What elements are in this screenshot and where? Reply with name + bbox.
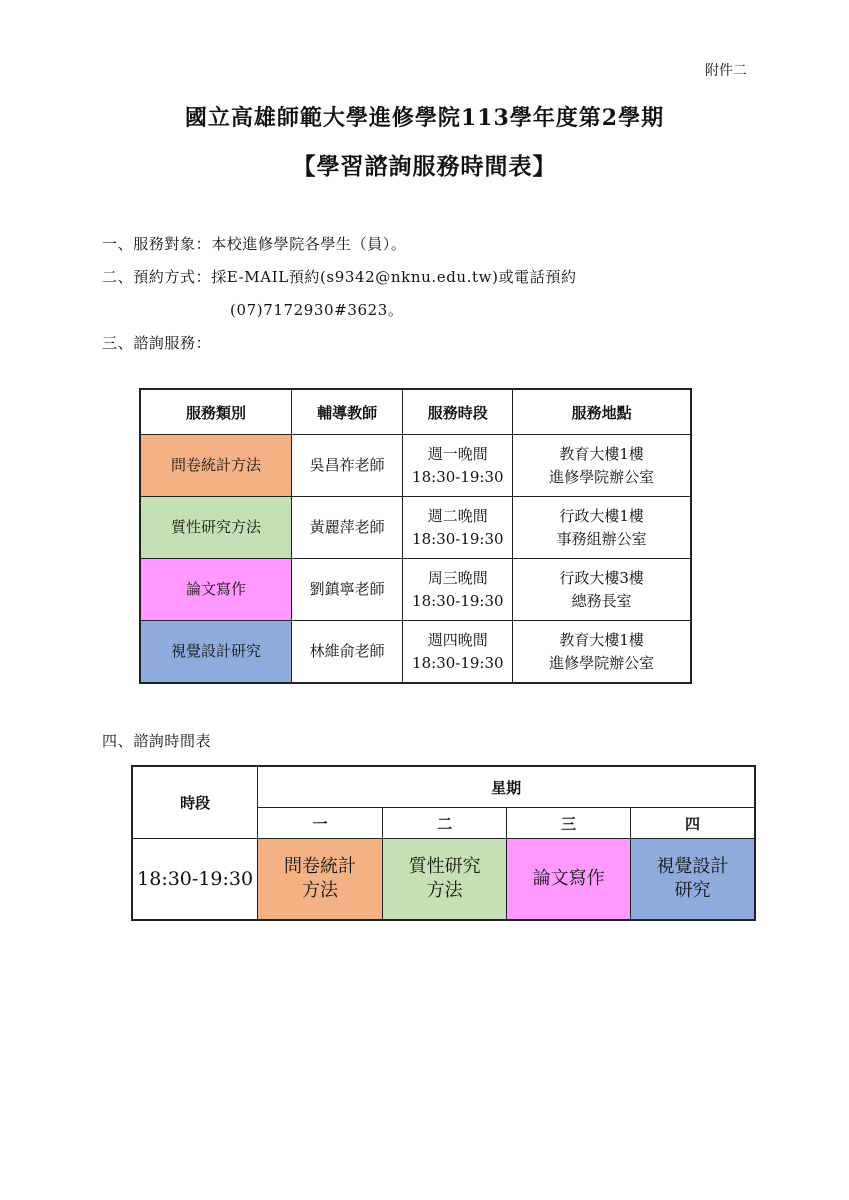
document-subtitle: 【學習諮詢服務時間表】 bbox=[292, 153, 557, 180]
location-building: 行政大樓3樓 bbox=[559, 568, 644, 587]
location-cell bbox=[513, 621, 691, 684]
time-range: 18:30-19:30 bbox=[412, 591, 504, 610]
period-header: 時段 bbox=[132, 766, 258, 839]
time-cell bbox=[403, 621, 513, 684]
annex-label: 附件二 bbox=[705, 63, 747, 79]
schedule-cell-text: 研究 bbox=[674, 880, 711, 901]
day-tuesday: 二 bbox=[382, 808, 507, 839]
schedule-cell-tuesday bbox=[382, 839, 507, 921]
schedule-heading: 四、諮詢時間表 bbox=[102, 732, 212, 750]
service-table bbox=[139, 388, 692, 684]
time-cell bbox=[403, 559, 513, 621]
document-title: 國立高雄師範大學進修學院113學年度第2學期 bbox=[184, 105, 665, 131]
time-cell bbox=[403, 435, 513, 497]
time-slot-cell: 18:30-19:30 bbox=[132, 839, 258, 921]
category-cell: 問卷統計方法 bbox=[140, 435, 291, 497]
time-day: 週二晚間 bbox=[427, 506, 488, 525]
service-target-item: 一、服務對象：本校進修學院各學生（員）。 bbox=[102, 235, 407, 253]
location-cell bbox=[513, 435, 691, 497]
teacher-cell: 劉鎮寧老師 bbox=[291, 559, 403, 621]
time-range: 18:30-19:30 bbox=[412, 467, 504, 486]
table-row bbox=[140, 559, 691, 621]
time-range: 18:30-19:30 bbox=[412, 653, 504, 672]
location-building: 行政大樓1樓 bbox=[559, 506, 644, 525]
week-header: 星期 bbox=[258, 766, 755, 808]
schedule-slot-row bbox=[132, 839, 755, 921]
table-row bbox=[140, 435, 691, 497]
location-office: 進修學院辦公室 bbox=[549, 653, 655, 672]
teacher-cell: 吳昌祚老師 bbox=[291, 435, 403, 497]
schedule-header-row bbox=[132, 766, 755, 808]
time-day: 周三晚間 bbox=[427, 568, 488, 587]
header-location: 服務地點 bbox=[513, 389, 691, 435]
location-office: 事務組辦公室 bbox=[556, 529, 647, 548]
category-cell: 論文寫作 bbox=[140, 559, 291, 621]
location-building: 教育大樓1樓 bbox=[559, 444, 644, 463]
schedule-table bbox=[131, 765, 756, 921]
schedule-cell-text: 質性研究 bbox=[408, 856, 481, 877]
location-cell bbox=[513, 559, 691, 621]
schedule-cell-text: 論文寫作 bbox=[532, 868, 605, 889]
category-cell: 視覺設計研究 bbox=[140, 621, 291, 684]
time-cell bbox=[403, 497, 513, 559]
schedule-cell-text: 方法 bbox=[302, 880, 339, 901]
location-office: 進修學院辦公室 bbox=[549, 467, 655, 486]
time-range: 18:30-19:30 bbox=[412, 529, 504, 548]
schedule-cell-text: 方法 bbox=[426, 880, 463, 901]
service-table-header-row bbox=[140, 389, 691, 435]
schedule-cell-wednesday bbox=[507, 839, 631, 921]
day-monday: 一 bbox=[258, 808, 383, 839]
day-thursday: 四 bbox=[630, 808, 755, 839]
location-cell bbox=[513, 497, 691, 559]
header-teacher: 輔導教師 bbox=[291, 389, 403, 435]
location-building: 教育大樓1樓 bbox=[559, 630, 644, 649]
teacher-cell: 林維俞老師 bbox=[291, 621, 403, 684]
time-day: 週四晚間 bbox=[427, 630, 488, 649]
table-row bbox=[140, 497, 691, 559]
location-office: 總務長室 bbox=[571, 591, 632, 610]
category-cell: 質性研究方法 bbox=[140, 497, 291, 559]
header-time: 服務時段 bbox=[403, 389, 513, 435]
time-day: 週一晚間 bbox=[427, 444, 488, 463]
booking-phone-line: (07)7172930#3623。 bbox=[230, 301, 404, 319]
schedule-cell-text: 視覺設計 bbox=[656, 856, 729, 877]
schedule-cell-monday bbox=[258, 839, 383, 921]
services-heading: 三、諮詢服務： bbox=[102, 334, 212, 352]
table-row bbox=[140, 621, 691, 684]
header-category: 服務類別 bbox=[140, 389, 291, 435]
schedule-cell-text: 問卷統計 bbox=[284, 856, 357, 877]
schedule-cell-thursday bbox=[630, 839, 755, 921]
booking-method-item: 二、預約方式：採E-MAIL預約(s9342@nknu.edu.tw)或電話預約 bbox=[102, 268, 577, 286]
day-wednesday: 三 bbox=[507, 808, 631, 839]
teacher-cell: 黃麗萍老師 bbox=[291, 497, 403, 559]
